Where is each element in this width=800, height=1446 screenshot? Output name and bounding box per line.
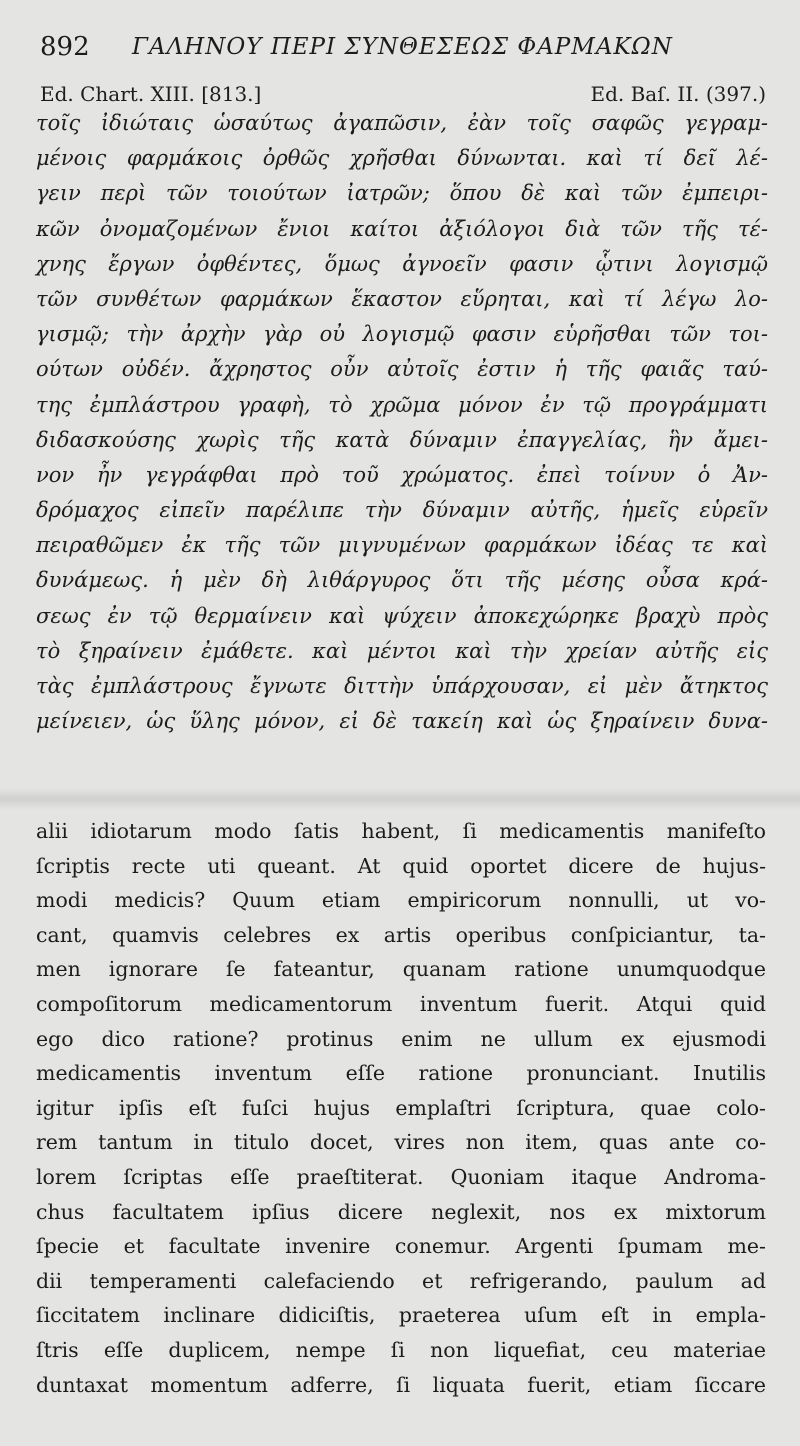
latin-text-line: dii temperamenti calefaciendo et refrigerando, paulum ad — [36, 1268, 766, 1293]
greek-text-line: ούτων οὐδέν. ἄχρηστος οὖν αὐτοῖς ἐστιν ἡ τῆς φαιᾶς ταύ- — [36, 357, 768, 382]
edition-reference-right: Ed. Baſ. II. (397.) — [590, 82, 766, 106]
latin-text-line: ſtris eſſe duplicem, nempe ſi non liquefiat, ceu materiae — [36, 1337, 766, 1362]
latin-text-line: ſcriptis recte uti queant. At quid oportet dicere de hujus- — [36, 853, 766, 878]
greek-text-block — [36, 106, 768, 739]
greek-text-line: τῶν συνθέτων φαρμάκων ἕκαστον εὕρηται, καὶ τί λέγω λο- — [36, 286, 768, 311]
latin-text-block — [36, 814, 766, 1402]
latin-text-line: igitur ipſis eſt fuſci hujus emplaſtri ſcriptura, quae colo- — [36, 1095, 766, 1120]
greek-text-line: τὸ ξηραίνειν ἐμάθετε. καὶ μέντοι καὶ τὴν χρείαν αὐτῆς εἰς — [36, 638, 768, 663]
greek-text-line: γειν περὶ τῶν τοιούτων ἰατρῶν; ὅπου δὲ καὶ τῶν ἐμπειρι- — [36, 181, 768, 206]
greek-text-line: τὰς ἐμπλάστρους ἔγνωτε διττὴν ὑπάρχουσαν, εἰ μὲν ἄτηκτος — [36, 674, 768, 698]
edition-reference-left: Ed. Chart. XIII. [813.] — [40, 82, 262, 106]
greek-text-line: δρόμαχος εἰπεῖν παρέλιπε τὴν δύναμιν αὐτῆς, ἡμεῖς εὑρεῖν — [36, 498, 768, 523]
latin-text-line: medicamentis inventum eſſe ratione pronunciant. Inutilis — [36, 1061, 766, 1086]
latin-text-line: modi medicis? Quum etiam empiricorum nonnulli, ut vo- — [36, 888, 766, 913]
greek-text-line: μείνειεν, ὡς ὕλης μόνον, εἰ δὲ τακείη καὶ ὡς ξηραίνειν δυνα- — [36, 709, 768, 734]
bleed-through-shadow — [0, 788, 800, 810]
page-header — [40, 26, 760, 66]
greek-text-line: χνης ἔργων ὀφθέντες, ὅμως ἀγνοεῖν φασιν ᾧτινι λογισμῷ — [36, 251, 768, 276]
latin-text-line: lorem ſcriptas eſſe praeſtiterat. Quoniam itaque Androma- — [36, 1164, 766, 1189]
page-number: 892 — [40, 32, 90, 62]
running-title: ΓΑΛΗΝΟΥ ΠΕΡΙ ΣΥΝΘΕΣΕΩΣ ΦΑΡΜΑΚΩΝ — [132, 34, 673, 60]
latin-text-line: ego dico ratione? protinus enim ne ullum ex ejusmodi — [36, 1026, 766, 1051]
latin-text-line: ſiccitatem inclinare didiciſtis, praeterea uſum eſt in empla- — [36, 1303, 766, 1328]
greek-text-line: σεως ἐν τῷ θερμαίνειν καὶ ψύχειν ἀποκεχώρηκε βραχὺ πρὸς — [36, 603, 768, 628]
latin-text-line: men ignorare ſe fateantur, quanam ratione unumquodque — [36, 957, 766, 982]
greek-text-line: γισμῷ; τὴν ἀρχὴν γὰρ οὐ λογισμῷ φασιν εὑρῆσθαι τῶν τοι- — [36, 322, 768, 347]
greek-text-line: μένοις φαρμάκοις ὀρθῶς χρῆσθαι δύνωνται. καὶ τί δεῖ λέ- — [36, 146, 768, 171]
greek-text-line: κῶν ὀνομαζομένων ἔνιοι καίτοι ἀξιόλογοι διὰ τῶν τῆς τέ- — [36, 216, 768, 241]
latin-text-line: duntaxat momentum adferre, ſi liquata fuerit, etiam ſiccare — [36, 1372, 766, 1397]
latin-text-line: ſpecie et facultate invenire conemur. Argenti ſpumam me- — [36, 1234, 766, 1259]
greek-text-line: πειραθῶμεν ἐκ τῆς τῶν μιγνυμένων φαρμάκων ἰδέας τε καὶ — [36, 533, 768, 558]
greek-text-line: δυνάμεως. ἡ μὲν δὴ λιθάργυρος ὅτι τῆς μέσης οὖσα κρά- — [36, 568, 768, 593]
greek-text-line: της ἐμπλάστρου γραφὴ, τὸ χρῶμα μόνον ἐν τῷ προγράμματι — [36, 392, 768, 417]
latin-text-line: compoſitorum medicamentorum inventum fuerit. Atqui quid — [36, 991, 766, 1016]
latin-text-line: rem tantum in titulo docet, vires non item, quas ante co- — [36, 1130, 766, 1155]
greek-text-line: διδασκούσης χωρὶς τῆς κατὰ δύναμιν ἐπαγγελίας, ἣν ἄμει- — [36, 427, 768, 452]
greek-text-line: νον ἦν γεγράφθαι πρὸ τοῦ χρώματος. ἐπεὶ τοίνυν ὁ Ἀν- — [36, 462, 768, 487]
greek-text-line: τοῖς ἰδιώταις ὡσαύτως ἀγαπῶσιν, ἐὰν τοῖς σαφῶς γεγραμ- — [36, 111, 768, 135]
latin-text-line: alii idiotarum modo ſatis habent, ſi medicamentis manifeſto — [36, 819, 766, 843]
latin-text-line: chus facultatem ipſius dicere neglexit, nos ex mixtorum — [36, 1199, 766, 1224]
latin-text-line: cant, quamvis celebres ex artis operibus conſpiciantur, ta- — [36, 922, 766, 947]
